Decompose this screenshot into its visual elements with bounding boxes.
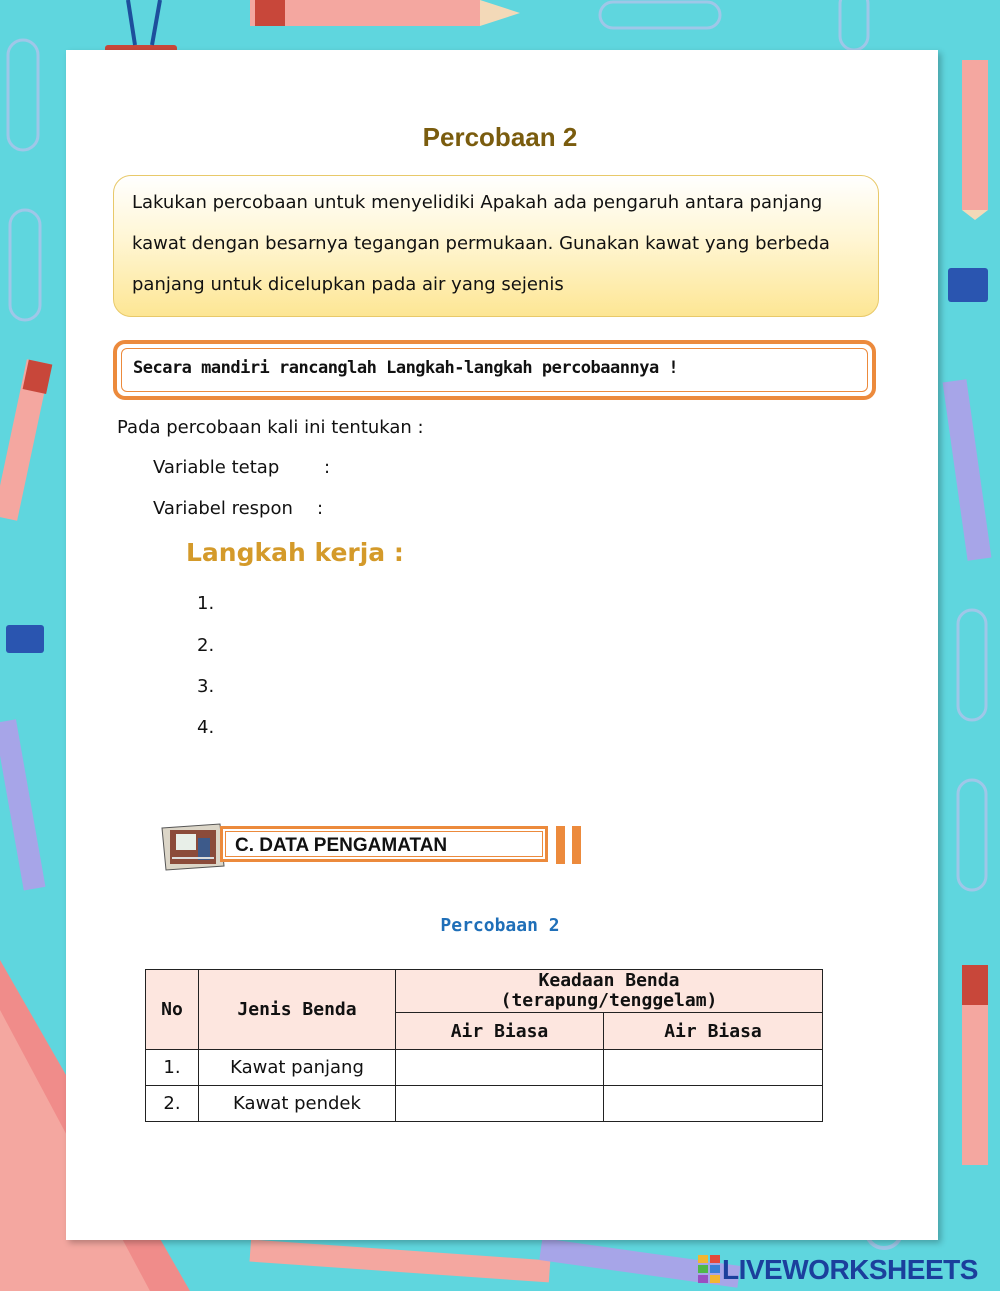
instruction-line: panjang untuk dicelupkan pada air yang sejenis	[132, 274, 564, 295]
table-title: Percobaan 2	[440, 915, 560, 936]
lab-equipment-icon	[158, 822, 228, 872]
decor-bar	[556, 826, 565, 864]
data-section-title: C. DATA PENGAMATAN	[235, 835, 448, 856]
instruction-line: kawat dengan besarnya tegangan permukaan. Gunakan kawat yang berbeda	[132, 233, 830, 254]
paperclip-icon	[600, 2, 720, 28]
row-item: Kawat panjang	[199, 1050, 396, 1086]
instruction-box	[113, 175, 879, 317]
variable-response-label: Variabel respon	[153, 498, 293, 519]
row-item: Kawat pendek	[199, 1086, 396, 1122]
task-text: Secara mandiri rancanglah Langkah-langkah percobaannya !	[133, 358, 679, 378]
header-no: No	[146, 970, 199, 1050]
answer-cell[interactable]	[396, 1086, 604, 1122]
header-col1: Air Biasa	[396, 1013, 604, 1050]
variable-fixed-label: Variable tetap	[153, 457, 280, 478]
header-state-line1: Keadaan Benda	[538, 970, 680, 991]
table-row	[146, 1050, 823, 1086]
row-no: 2.	[146, 1086, 199, 1122]
header-state	[396, 970, 823, 1013]
colon: :	[317, 498, 324, 519]
header-item: Jenis Benda	[199, 970, 396, 1050]
liveworksheets-logo[interactable]	[698, 1254, 978, 1286]
liveworksheets-logo-icon	[698, 1255, 720, 1283]
row-no: 1.	[146, 1050, 199, 1086]
step-number: 3.	[197, 676, 215, 697]
instruction-line: Lakukan percobaan untuk menyelidiki Apakah ada pengaruh antara panjang	[132, 192, 823, 213]
answer-cell[interactable]	[604, 1086, 823, 1122]
logo-text: LIVEWORKSHEETS	[722, 1254, 978, 1285]
colon: :	[324, 457, 331, 478]
step-number: 2.	[197, 635, 215, 656]
determine-label: Pada percobaan kali ini tentukan :	[117, 417, 424, 438]
step-number: 4.	[197, 717, 215, 738]
answer-cell[interactable]	[396, 1050, 604, 1086]
page-title: Percobaan 2	[422, 122, 578, 152]
answer-cell[interactable]	[604, 1050, 823, 1086]
data-section-header	[158, 822, 584, 868]
decor-bar	[572, 826, 581, 864]
header-col2: Air Biasa	[604, 1013, 823, 1050]
observation-table	[145, 969, 823, 1122]
task-box	[113, 340, 876, 400]
table-row	[146, 1086, 823, 1122]
header-state-line2: (terapung/tenggelam)	[500, 990, 718, 1011]
steps-heading: Langkah kerja :	[186, 538, 404, 567]
step-number: 1.	[197, 593, 215, 614]
